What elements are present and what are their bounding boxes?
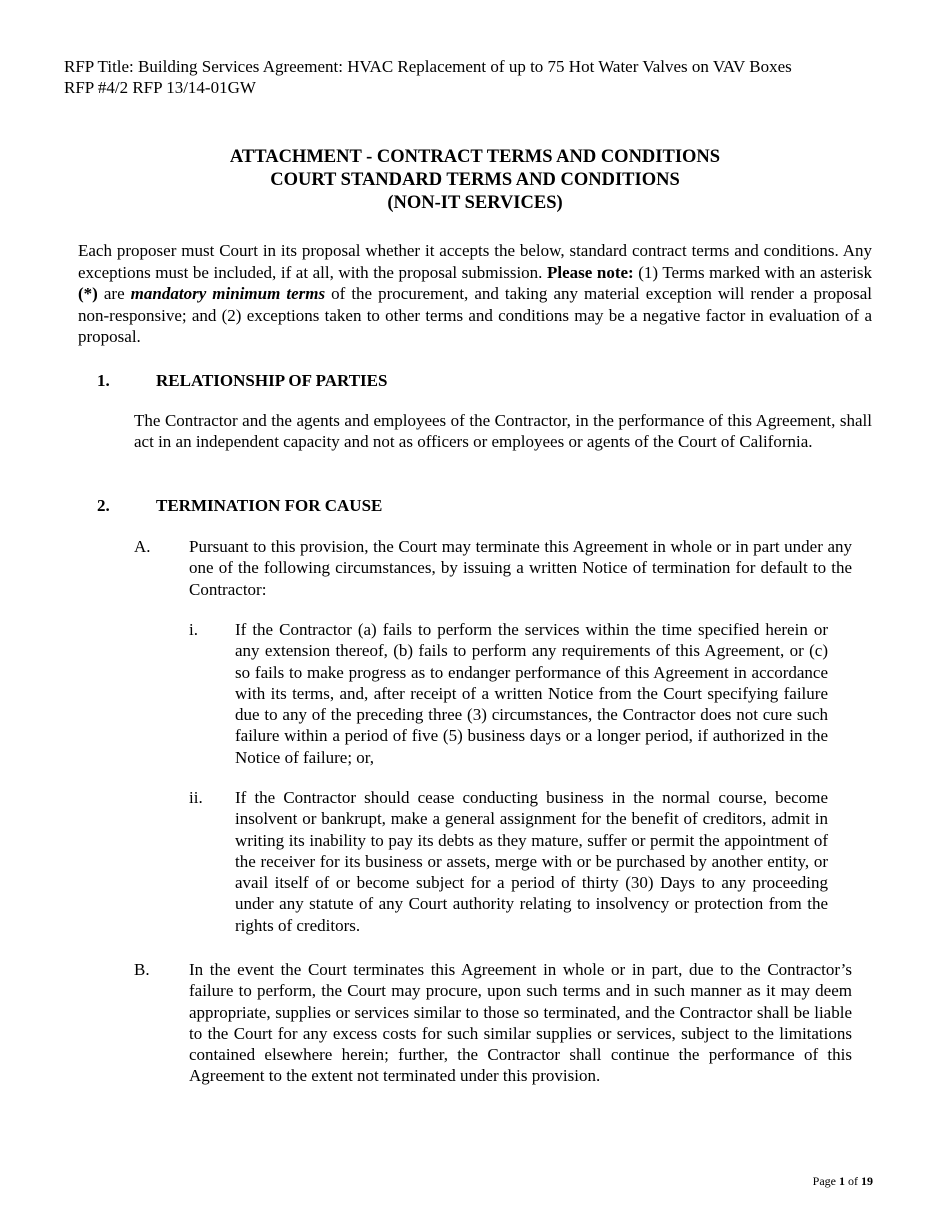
page-total: 19 <box>861 1174 873 1188</box>
page-word: Page <box>812 1174 836 1188</box>
mandatory-terms-emphasis: mandatory minimum terms <box>130 284 326 303</box>
clause-ii-text: If the Contractor should cease conducting business in the normal course, become insolvent or bankrupt, make a general assignment for the benefit of creditors, admit in writing its inability to pay its debts as they mature, suffer or permit the appointment of the receiver for its business or assets, merge with or be purchased by another entity, or avail itself of or become subject for a period of thirty (30) Days to any proceeding under any statute of any Court authority relating to insolvency or protection from the rights of creditors. <box>235 788 828 935</box>
intro-paragraph <box>78 240 872 348</box>
clause-a-text: Pursuant to this provision, the Court may terminate this Agreement in whole or in part under any one of the following circumstances, by issuing a written Notice of termination for default to the Contractor: <box>189 537 852 599</box>
rfp-title-line: RFP Title: Building Services Agreement: HVAC Replacement of up to 75 Hot Water Valves on VAV Boxes <box>64 57 792 76</box>
page-current: 1 <box>839 1174 845 1188</box>
clause-i-text: If the Contractor (a) fails to perform the services within the time specified herein or any extension thereof, (b) fails to perform any requirements of this Agreement, or (c) so fails to make progress as to endanger performance of this Agreement in accordance with its terms, and, after receipt of a written Notice from the Court specifying failure due to any of the preceding three (3) circumstances, the Contractor does not cure such failure within a period of five (5) business days or a longer period, if authorized in the Notice of failure; or, <box>235 620 828 767</box>
page-number <box>813 1174 873 1189</box>
title-line-2: COURT STANDARD TERMS AND CONDITIONS <box>270 170 680 190</box>
intro-text-2: (1) Terms marked with an asterisk <box>633 262 872 282</box>
clause-b-marker: B. <box>134 960 150 979</box>
intro-text-4: of the procurement, and taking any material exception will render a proposal non-responsive; and (2) exceptions taken to other terms and conditions may be a negative factor in evaluation of a proposal. <box>78 284 872 346</box>
section-1-heading: RELATIONSHIP OF PARTIES <box>156 371 388 390</box>
section-1-number: 1. <box>97 371 110 390</box>
of-word: of <box>848 1174 858 1188</box>
clause-a-marker: A. <box>134 537 151 556</box>
intro-text-1: Each proposer must Court in its proposal whether it accepts the below, standard contract terms and conditions. Any exceptions must be included, if at all, with the proposal submission. <box>78 241 872 282</box>
document-title <box>0 146 950 215</box>
clause-b-text: In the event the Court terminates this Agreement in whole or in part, due to the Contractor’s failure to perform, the Court may procure, upon such terms and in such manner as it may deem appropriate, supplies or services similar to those so terminated, and the Contractor shall be liable to the Court for any excess costs for such similar supplies or services, subject to the limitations contained elsewhere herein; further, the Contractor shall continue the performance of this Agreement to the extent not terminated under this provision. <box>189 960 852 1086</box>
section-2-number: 2. <box>97 496 110 515</box>
clause-i-marker: i. <box>189 620 198 639</box>
section-1-body: The Contractor and the agents and employees of the Contractor, in the performance of this Agreement, shall act in an independent capacity and not as officers or employees or agents of the Court of California. <box>134 411 872 452</box>
clause-ii-marker: ii. <box>189 788 203 807</box>
title-line-1: ATTACHMENT - CONTRACT TERMS AND CONDITIONS <box>229 147 721 167</box>
asterisk-marker: (*) <box>78 284 98 303</box>
title-line-3: (NON-IT SERVICES) <box>387 193 563 213</box>
section-2-heading: TERMINATION FOR CAUSE <box>156 496 383 515</box>
intro-text-3: are <box>97 284 131 303</box>
rfp-header <box>64 56 792 98</box>
please-note-label: Please note: <box>546 262 634 282</box>
rfp-number-line: RFP #4/2 RFP 13/14-01GW <box>64 78 256 97</box>
